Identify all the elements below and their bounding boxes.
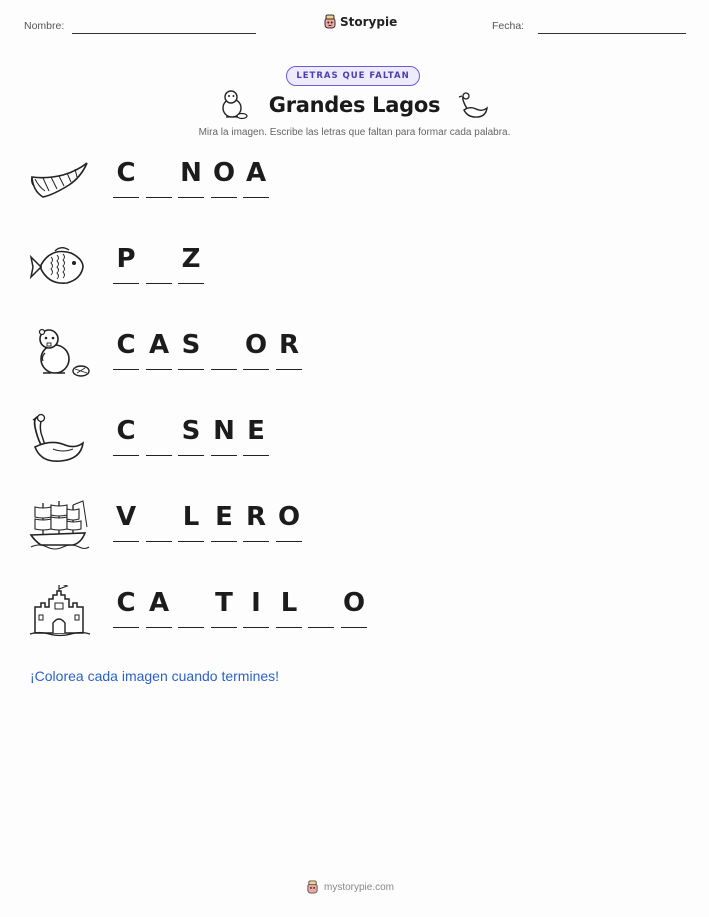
- letter-slot[interactable]: [211, 585, 237, 629]
- write-line: [113, 197, 139, 198]
- letter: O: [212, 158, 236, 188]
- canoe-icon: [29, 155, 91, 207]
- date-label: Fecha:: [492, 20, 525, 32]
- letter-slot[interactable]: [178, 155, 204, 199]
- brand-name: Storypie: [340, 14, 398, 29]
- write-line: [211, 197, 237, 198]
- letter: O: [244, 330, 268, 360]
- storypie-mascot-icon: [323, 14, 337, 29]
- letter-slot[interactable]: [178, 327, 204, 371]
- name-line: [72, 33, 256, 34]
- beaver-icon: [29, 327, 91, 379]
- write-line: [211, 541, 237, 542]
- letter: E: [215, 502, 233, 532]
- letter: R: [278, 330, 300, 360]
- letter-slot[interactable]: [113, 413, 139, 457]
- write-line: [146, 541, 172, 542]
- letter-slot[interactable]: [243, 499, 269, 543]
- letter: S: [181, 330, 201, 360]
- word-row-canoe: [0, 155, 709, 225]
- letter-slot[interactable]: [146, 499, 172, 543]
- write-line: [211, 627, 237, 628]
- letter-slot[interactable]: [146, 155, 172, 199]
- castle-icon: [29, 585, 91, 637]
- letter-slot[interactable]: [276, 585, 302, 629]
- letter-slot[interactable]: [243, 585, 269, 629]
- letter: A: [148, 588, 170, 618]
- letter: E: [247, 416, 265, 446]
- letter-slot[interactable]: [243, 327, 269, 371]
- write-line: [178, 369, 204, 370]
- letter: L: [280, 588, 298, 618]
- write-line: [243, 627, 269, 628]
- date-line: [538, 33, 686, 34]
- write-line: [178, 197, 204, 198]
- site-footer: [306, 880, 394, 894]
- letter-slot[interactable]: [113, 585, 139, 629]
- letter-slot[interactable]: [211, 413, 237, 457]
- write-line: [211, 369, 237, 370]
- letter-slot[interactable]: [276, 327, 302, 371]
- letter-slot[interactable]: [308, 585, 334, 629]
- letter-slot[interactable]: [178, 585, 204, 629]
- page-title: Grandes Lagos: [268, 93, 441, 117]
- letter: T: [215, 588, 233, 618]
- write-line: [178, 541, 204, 542]
- letter: C: [116, 416, 136, 446]
- word-row-sailboat: [0, 499, 709, 569]
- write-line: [276, 369, 302, 370]
- letter-slot[interactable]: [243, 155, 269, 199]
- letter-slot[interactable]: [146, 413, 172, 457]
- word-row-swan: [0, 413, 709, 483]
- beaver-deco-icon: [218, 89, 248, 121]
- letter: C: [116, 588, 136, 618]
- write-line: [178, 283, 204, 284]
- letter-slot[interactable]: [113, 241, 139, 285]
- letter-slot[interactable]: [113, 155, 139, 199]
- letter-slot[interactable]: [178, 499, 204, 543]
- instructions: Mira la imagen. Escribe las letras que faltan para formar cada palabra.: [198, 127, 511, 138]
- letter: V: [115, 502, 137, 532]
- write-line: [113, 283, 139, 284]
- sailboat-icon: [29, 499, 91, 551]
- write-line: [113, 541, 139, 542]
- swan-deco-icon: [458, 90, 490, 122]
- letter: N: [180, 158, 202, 188]
- coloring-note: ¡Colorea cada imagen cuando termines!: [30, 668, 280, 684]
- write-line: [341, 627, 367, 628]
- letter: R: [245, 502, 267, 532]
- letter: A: [148, 330, 170, 360]
- letter: S: [181, 416, 201, 446]
- letter-slot[interactable]: [146, 585, 172, 629]
- write-line: [308, 627, 334, 628]
- letter-slot[interactable]: [146, 241, 172, 285]
- write-line: [243, 455, 269, 456]
- letter: L: [182, 502, 200, 532]
- letter: O: [342, 588, 366, 618]
- write-line: [276, 627, 302, 628]
- letter: N: [213, 416, 235, 446]
- letter-slot[interactable]: [211, 155, 237, 199]
- word-row-beaver: [0, 327, 709, 397]
- write-line: [178, 627, 204, 628]
- name-label: Nombre:: [24, 20, 65, 32]
- letter-slot[interactable]: [146, 327, 172, 371]
- brand-logo: [323, 14, 397, 29]
- letter-slot[interactable]: [178, 413, 204, 457]
- letter: P: [116, 244, 136, 274]
- word-row-fish: [0, 241, 709, 311]
- letter: I: [251, 588, 261, 618]
- word-row-castle: [0, 585, 709, 655]
- site-url[interactable]: mystorypie.com: [324, 881, 395, 893]
- letter-slot[interactable]: [211, 327, 237, 371]
- write-line: [243, 197, 269, 198]
- swan-icon: [29, 413, 91, 465]
- letter: A: [245, 158, 267, 188]
- write-line: [178, 455, 204, 456]
- letter-slot[interactable]: [341, 585, 367, 629]
- fish-icon: [29, 241, 91, 293]
- letter-slot[interactable]: [276, 499, 302, 543]
- write-line: [146, 627, 172, 628]
- write-line: [113, 455, 139, 456]
- letter-slot[interactable]: [178, 241, 204, 285]
- letter-slot[interactable]: [211, 499, 237, 543]
- write-line: [211, 455, 237, 456]
- category-badge: LETRAS QUE FALTAN: [286, 66, 420, 86]
- write-line: [276, 541, 302, 542]
- write-line: [243, 541, 269, 542]
- letter: O: [277, 502, 301, 532]
- storypie-mascot-icon: [306, 880, 319, 894]
- letter-slot[interactable]: [113, 499, 139, 543]
- letter: C: [116, 330, 136, 360]
- write-line: [146, 369, 172, 370]
- write-line: [243, 369, 269, 370]
- write-line: [146, 197, 172, 198]
- write-line: [113, 369, 139, 370]
- letter: C: [116, 158, 136, 188]
- letter: Z: [181, 244, 201, 274]
- letter-slot[interactable]: [113, 327, 139, 371]
- write-line: [113, 627, 139, 628]
- write-line: [146, 455, 172, 456]
- letter-slot[interactable]: [243, 413, 269, 457]
- write-line: [146, 283, 172, 284]
